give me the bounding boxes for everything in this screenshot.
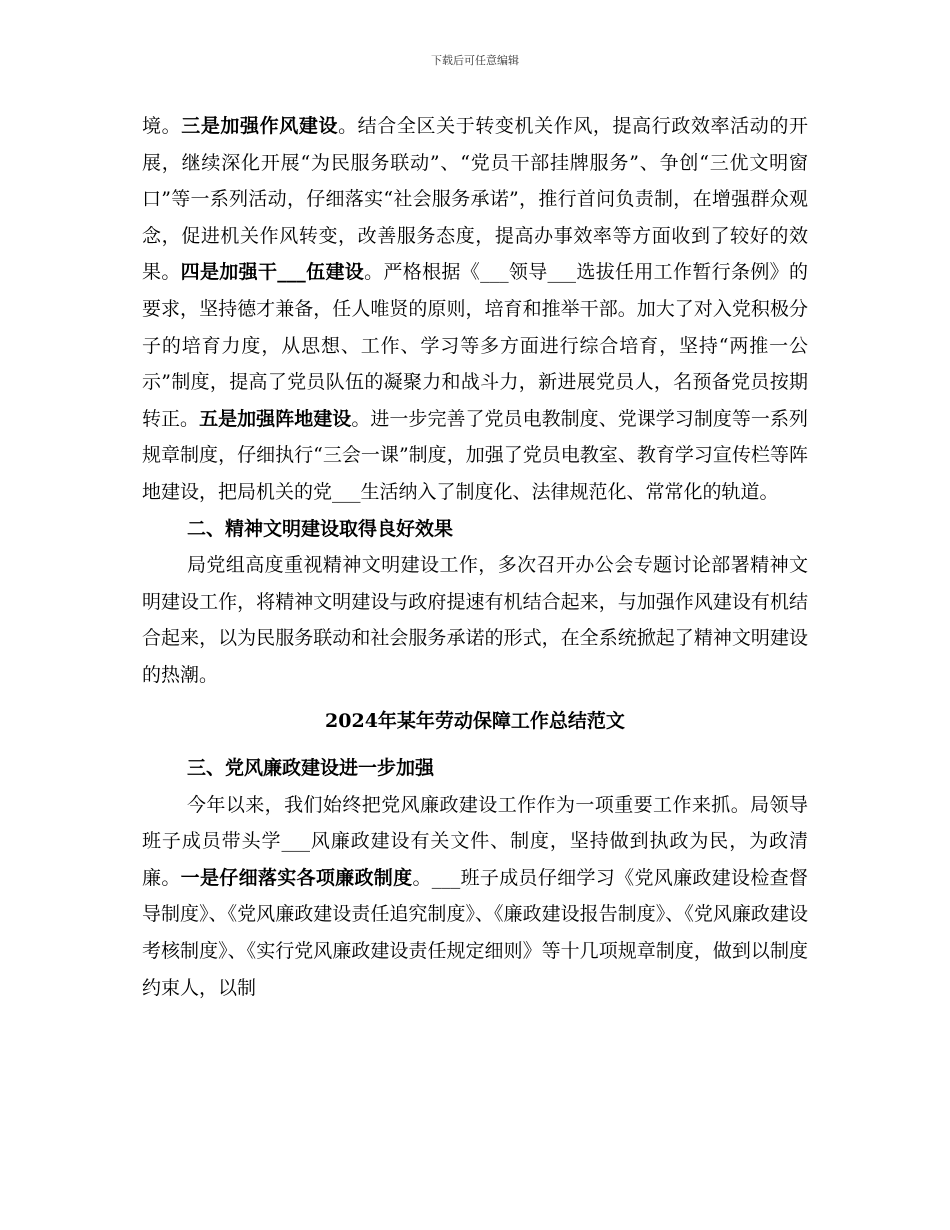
document-title: 2024年某年劳动保障工作总结范文 bbox=[325, 709, 625, 732]
paragraph-spiritual-civilization: 局党组高度重视精神文明建设工作，多次召开办公会专题讨论部署精神文明建设工作，将精神文明建设与政府提速有机结合起来，与加强作风建设有机结合起来，以为民服务联动和社会服务承诺的形式，在全系统掀起了精神文明建设的热潮。 bbox=[142, 554, 808, 686]
section-heading-clean-governance: 三、党风廉政建设进一步加强 bbox=[187, 757, 435, 780]
paragraph-clean-governance bbox=[142, 787, 808, 1007]
paragraph-work-style bbox=[142, 108, 808, 511]
bold-point-one: 一是仔细落实各项廉政制度 bbox=[180, 866, 413, 889]
text-run: 。结合全区关于转变机关作风，提高行政效率活动的开展，继续深化开展“为民服务联动”、“党员干部挂牌服务”、争创“三优文明窗口”等一系列活动，仔细落实“社会服务承诺”，推行首问负责制，在增强群众观念，促进机关作风转变，改善服务态度，提高办事效率等方面收到了较好的效果。 bbox=[142, 115, 808, 284]
text-run: 。___班子成员仔细学习《党风廉政建设检查督导制度》、《党风廉政建设责任追究制度》、《廉政建设报告制度》、《党风廉政建设考核制度》、《实行党风廉政建设责任规定细则》等十几项规章制度，做到以制度约束人，以制 bbox=[142, 866, 808, 999]
text-run: 今年以来，我们始终把党风廉政建设工作作为一项重要工作来抓。局领导班子成员带头学___风廉政建设有关文件、制度，坚持做到执政为民，为政清廉。 bbox=[142, 793, 808, 889]
text-run: 。严格根据《___领导___选拔任用工作暂行条例》的要求，坚持德才兼备，任人唯贤的原则，培育和推举干部。加大了对入党积极分子的培育力度，从思想、工作、学习等多方面进行综合培育，坚持“两推一公示”制度，提高了党员队伍的凝聚力和战斗力，新进展党员人，名预备党员按期转正。 bbox=[142, 261, 808, 430]
bold-point-four: 四是加强干___伍建设 bbox=[180, 261, 365, 284]
bold-point-five: 五是加强阵地建设 bbox=[199, 407, 352, 430]
document-body bbox=[142, 108, 808, 1006]
section-heading-spiritual-civilization: 二、精神文明建设取得良好效果 bbox=[187, 517, 454, 540]
text-run: 。进一步完善了党员电教制度、党课学习制度等一系列规章制度，仔细执行“三会一课”制度，加强了党员电教室、教育学习宣传栏等阵地建设，把局机关的党___生活纳入了制度化、法律规范化、常常化的轨道。 bbox=[142, 407, 808, 503]
text-run: 境。 bbox=[142, 115, 182, 137]
page-header: 下载后可任意编辑 bbox=[431, 54, 519, 67]
bold-point-three: 三是加强作风建设 bbox=[181, 115, 339, 137]
